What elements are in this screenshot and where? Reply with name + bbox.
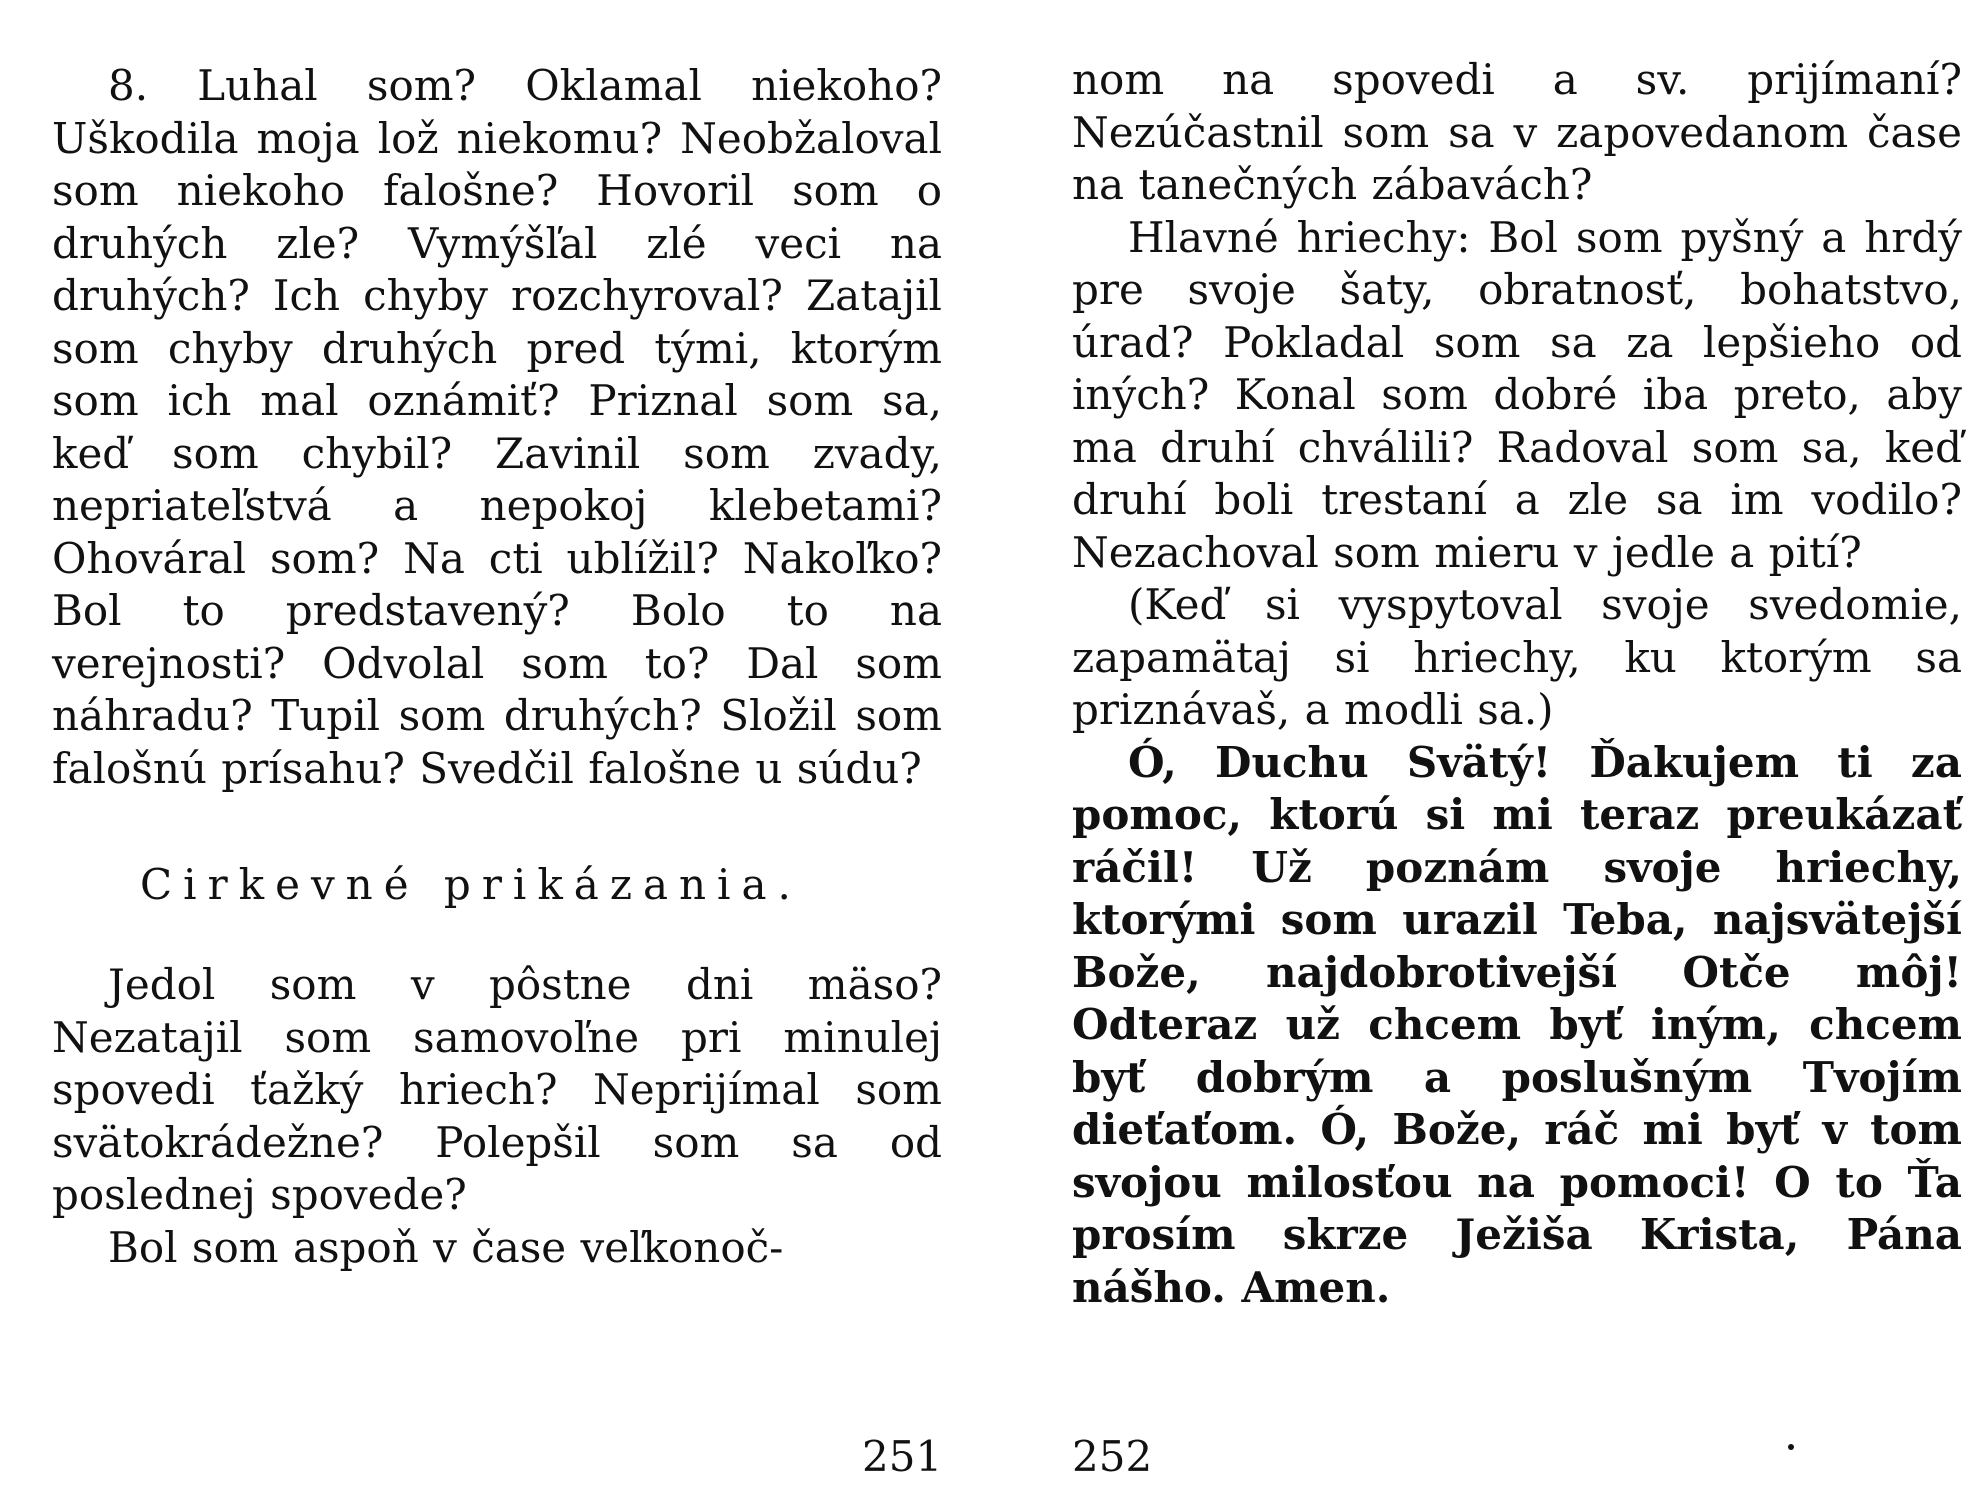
right-page-text-column bbox=[1072, 54, 1962, 1314]
right-paragraph-2: Hlavné hriechy: Bol som pyšný a hrdý pre svoje šaty, obratnosť, bohatstvo, úrad? Pokladal som sa za lepšieho od iných? Konal som dobré iba preto, aby ma druhí chválili? Radoval som sa, keď druhí boli trestaní a zle sa im vodilo? Nezachoval som mieru v jedle a pití? bbox=[1072, 212, 1962, 577]
section-heading: Cirkevné prikázania. bbox=[140, 860, 802, 909]
right-paragraph-3: (Keď si vyspytoval svoje svedomie, zapamätaj si hriechy, ku ktorým sa priznávaš, a modli sa.) bbox=[1072, 580, 1962, 734]
right-page bbox=[990, 0, 1980, 1500]
left-paragraph-1: 8. Luhal som? Oklamal niekoho? Uškodila moja lož niekomu? Neobžaloval som niekoho falošne? Hovoril som o druhých zle? Vymýšľal zlé veci na druhých? Ich chyby rozchyroval? Zatajil som chyby druhých pred tými, ktorým som ich mal oznámiť? Priznal som sa, keď som chybil? Zavinil som zvady, nepriateľstvá a nepokoj klebetami? Ohováral som? Na cti ublížil? Nakoľko? Bol to predstavený? Bolo to na verejnosti? Odvolal som to? Dal som náhradu? Tupil som druhých? Složil som falošnú prísahu? Svedčil falošne u súdu? bbox=[52, 61, 942, 793]
left-paragraph-3: Bol som aspoň v čase veľkonoč- bbox=[108, 1222, 784, 1272]
right-paragraph-4: Ó, Duchu Svätý! Ďakujem ti za pomoc, ktorú si mi teraz preukázať ráčil! Už poznám svoje hriechy, ktorými som urazil Teba, najsvätejší Bože, najdobrotivejší Otče môj! Odteraz už chcem byť iným, chcem byť dobrým a poslušným Tvojím dieťaťom. Ó, Bože, ráč mi byť v tom svojou milosťou na pomoci! O to Ťa prosím skrze Ježiša Krista, Pána nášho. Amen. bbox=[1072, 737, 1962, 1312]
page-number-left: 251 bbox=[862, 1432, 943, 1481]
page-number-right: 252 bbox=[1072, 1432, 1153, 1481]
print-speck bbox=[1788, 1444, 1794, 1450]
right-paragraph-1: nom na spovedi a sv. prijímaní? Nezúčastnil som sa v zapovedanom čase na tanečných zábavách? bbox=[1072, 55, 1962, 209]
left-page-text-column bbox=[52, 60, 942, 1274]
left-paragraph-2: Jedol som v pôstne dni mäso? Nezatajil som samovoľne pri minulej spovedi ťažký hriech? Neprijímal som svätokrádežne? Polepšil som sa od poslednej spovede? bbox=[52, 960, 942, 1219]
